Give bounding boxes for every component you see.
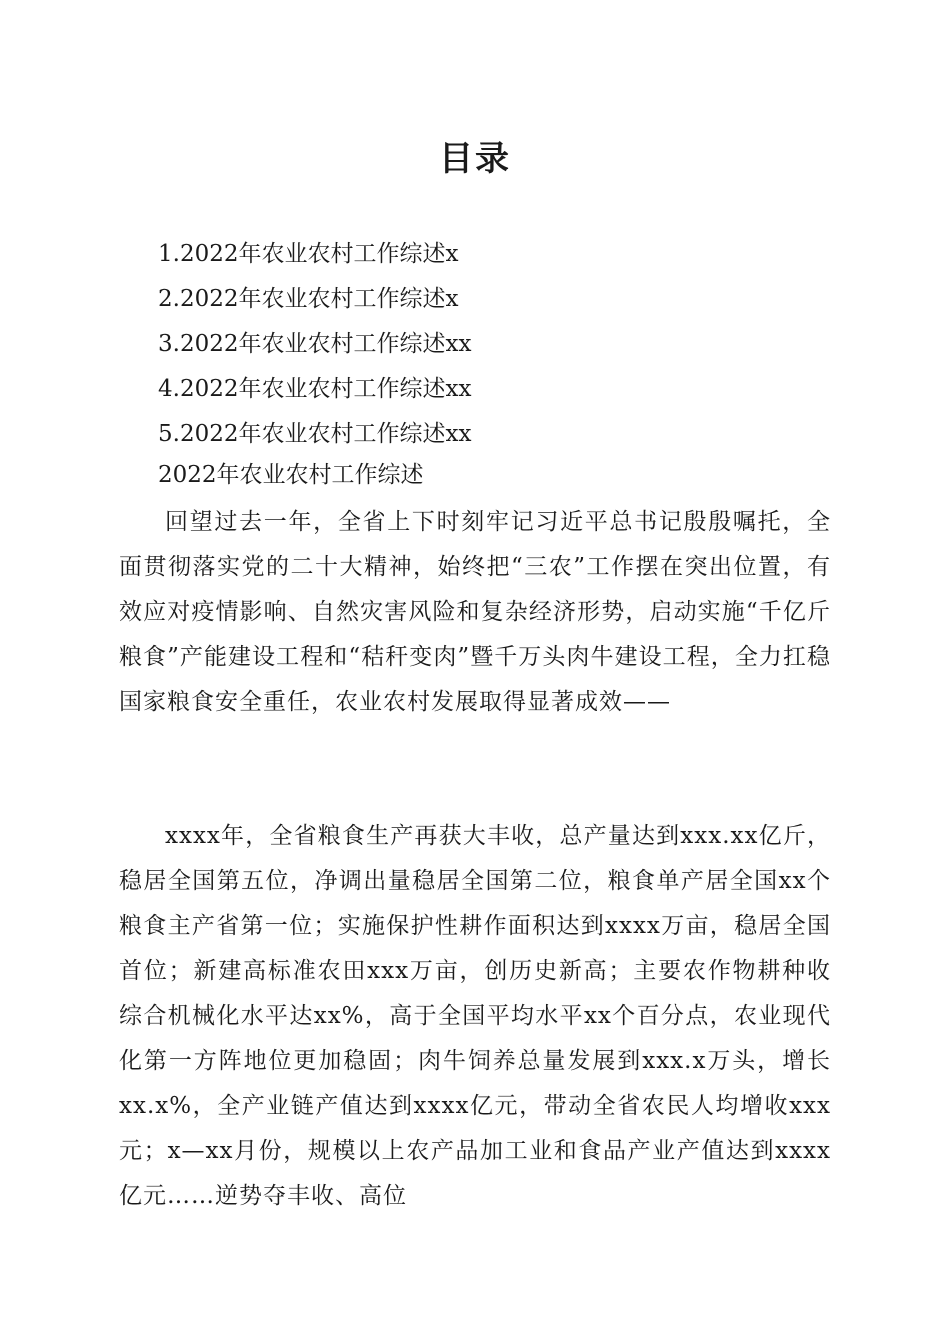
toc-item[interactable]: 2.2022年农业农村工作综述x bbox=[158, 286, 459, 312]
toc-item[interactable]: 5.2022年农业农村工作综述xx bbox=[158, 421, 472, 447]
body-paragraph: xxxx年，全省粮食生产再获大丰收，总产量达到xxx.xx亿斤，稳居全国第五位，净调出量稳居全国第二位，粮食单产居全国xx个粮食主产省第一位；实施保护性耕作面积达到xxxx万亩，稳居全国首位；新建高标准农田xxx万亩，创历史新高；主要农作物耕种收综合机械化水平达xx%，高于全国平均水平xx个百分点，农业现代化第一方阵地位更加稳固；肉牛饲养总量发展到xxx.x万头，增长xx.x%，全产业链产值达到xxxx亿元，带动全省农民人均增收xxx元；x—xx月份，规模以上农产品加工业和食品产业产值达到xxxx亿元……逆势夺丰收、高位 bbox=[119, 823, 831, 1209]
body-paragraph: 回望过去一年，全省上下时刻牢记习近平总书记殷殷嘱托，全面贯彻落实党的二十大精神，始终把“三农”工作摆在突出位置，有效应对疫情影响、自然灾害风险和复杂经济形势，启动实施“千亿斤粮食”产能建设工程和“秸秆变肉”暨千万头肉牛建设工程，全力扛稳国家粮食安全重任，农业农村发展取得显著成效—— bbox=[119, 509, 831, 715]
toc-item[interactable]: 3.2022年农业农村工作综述xx bbox=[158, 331, 472, 357]
toc-item[interactable]: 4.2022年农业农村工作综述xx bbox=[158, 376, 472, 402]
table-of-contents bbox=[158, 232, 471, 457]
page-title: 目录 bbox=[439, 139, 511, 179]
toc-item[interactable]: 1.2022年农业农村工作综述x bbox=[158, 241, 459, 267]
section-heading: 2022年农业农村工作综述 bbox=[158, 462, 424, 488]
